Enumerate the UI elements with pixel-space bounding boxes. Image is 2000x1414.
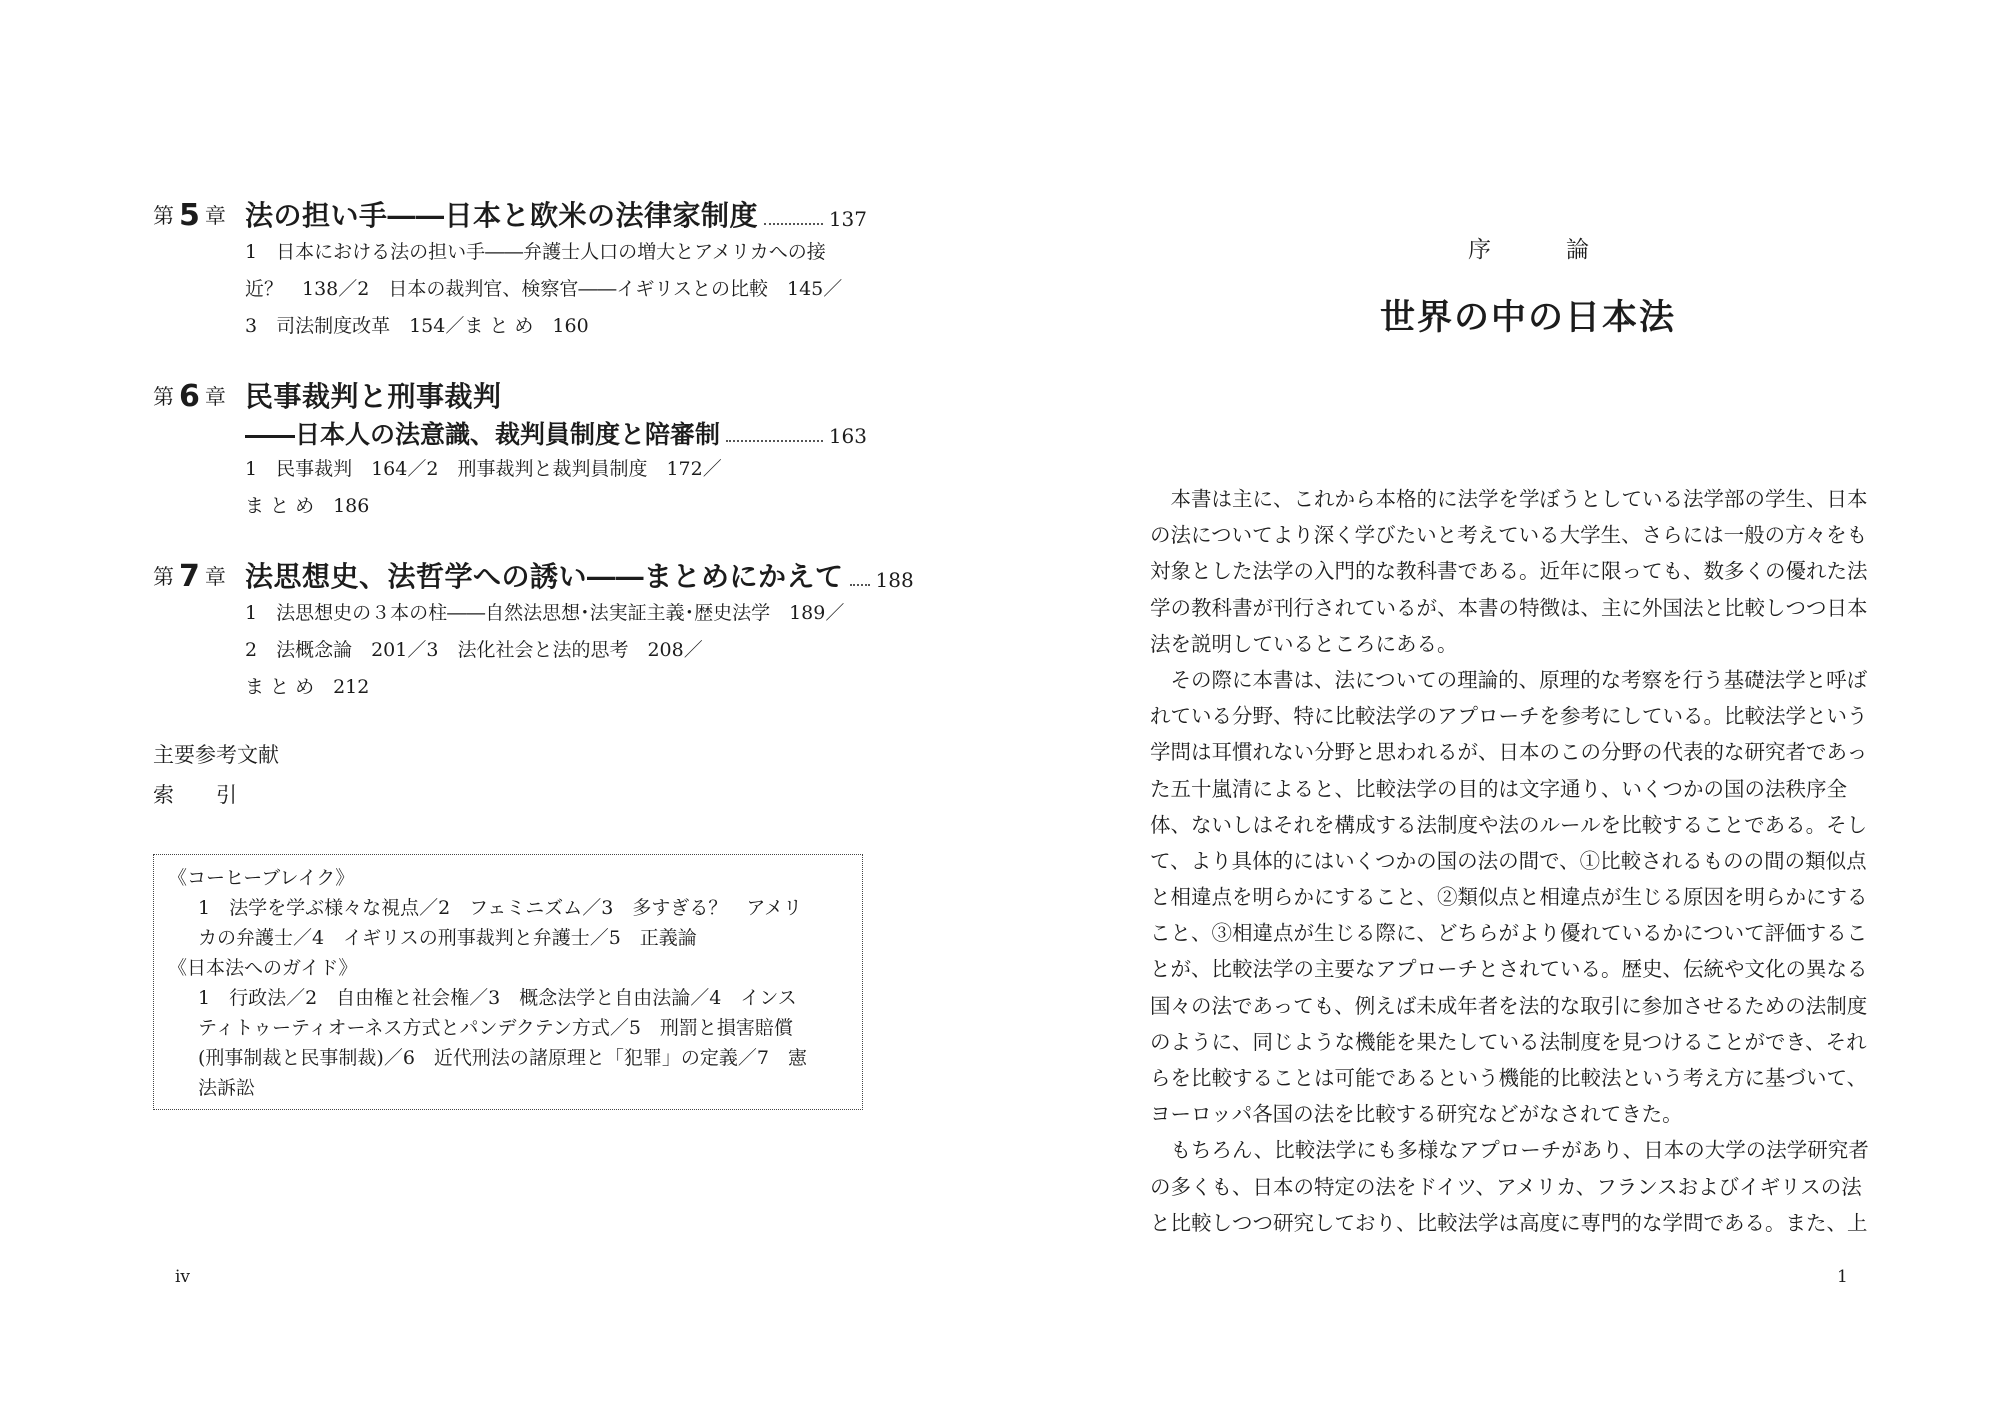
section-line: ま と め 186: [245, 495, 370, 517]
chapter-prefix: 第: [153, 385, 174, 409]
body-line: とが、比較法学の主要なアプローチとされている。歴史、伝統や文化の異なる: [1150, 957, 1868, 982]
body-line: らを比較することは可能であるという機能的比較法という考え方に基づいて、: [1150, 1066, 1868, 1090]
section-line: 1 法思想史の３本の柱――自然法思想･法実証主義･歴史法学 189／: [245, 602, 845, 624]
dot-leader: [850, 584, 870, 586]
chapter-title: 法思想史、法哲学への誘い――まとめにかえて: [245, 560, 844, 593]
chapter-suffix: 章: [204, 385, 226, 409]
chapter-subtitle-line: [245, 415, 867, 451]
chapter-page-number: 163: [828, 424, 867, 448]
guide-title: 《日本法へのガイド》: [168, 957, 358, 979]
page-number-right: 1: [1837, 1267, 1848, 1287]
body-line: て、より具体的にはいくつかの国の法の間で、①比較されるものの間の類似点: [1150, 848, 1867, 873]
chapter-prefix: 第: [153, 565, 174, 589]
chapter-suffix: 章: [204, 204, 226, 228]
chapter-heading: [153, 555, 914, 595]
body-text: [1150, 481, 1880, 1241]
page-number-left: iv: [175, 1267, 191, 1287]
body-line: 国々の法であっても、例えば未成年者を法的な取引に参加させるための法制度: [1150, 993, 1868, 1018]
section-line: ま と め 212: [245, 676, 370, 698]
chapter-label: [153, 559, 226, 594]
box-line: 1 行政法／2 自由権と社会権／3 概念法学と自由法論／4 インス: [198, 987, 797, 1009]
body-line: れている分野、特に比較法学のアプローチを参考にしている。比較法学という: [1150, 704, 1868, 729]
body-line: と相違点を明らかにすること、②類似点と相違点が生じる原因を明らかにする: [1150, 885, 1868, 910]
chapter-title: 民事裁判と刑事裁判: [245, 380, 502, 413]
chapter-title: 法の担い手――日本と欧米の法律家制度: [245, 199, 759, 232]
chapter-number: 6: [179, 379, 200, 414]
box-line: (刑事制裁と民事制裁)／6 近代刑法の諸原理と「犯罪」の定義／7 憲: [198, 1047, 808, 1069]
section-line: 1 民事裁判 164／2 刑事裁判と裁判員制度 172／: [245, 458, 722, 480]
chapter-label: [153, 379, 226, 414]
body-line: 法を説明しているところにある。: [1150, 631, 1458, 656]
bibliography-entry: 主要参考文献: [153, 743, 279, 767]
chapter-title-line: [245, 375, 867, 415]
chapter-title-line: [245, 555, 914, 595]
chapter-title-line: [245, 194, 867, 234]
index-entry: 索 引: [153, 783, 237, 807]
toc-chapter-6: [153, 375, 867, 525]
chapter-subtitle-row: [153, 415, 867, 451]
section-line: 近？ 138／2 日本の裁判官、検察官――イギリスとの比較 145／: [245, 278, 843, 300]
chapter-label: [153, 198, 226, 233]
body-line: のように、同じような機能を果たしている法制度を見つけることができ、それ: [1150, 1029, 1867, 1054]
chapter-number: 7: [179, 559, 200, 594]
section-line: 3 司法制度改革 154／ま と め 160: [245, 315, 589, 337]
chapter-page-number: 137: [828, 207, 867, 231]
right-page-introduction: [1000, 0, 2000, 1414]
box-line: ティトゥーティオーネス方式とパンデクテン方式／5 刑罰と損害賠償: [198, 1017, 793, 1039]
box-line: カの弁護士／4 イギリスの刑事裁判と弁護士／5 正義論: [198, 927, 697, 949]
box-line: 法訴訟: [198, 1077, 256, 1099]
toc-chapter-5: [153, 194, 867, 345]
body-line: の法についてより深く学びたいと考えている大学生、さらには一般の方々をも: [1150, 523, 1868, 548]
chapter-number: 5: [179, 198, 200, 233]
body-line: 体、ないしはそれを構成する法制度や法のルールを比較することである。そし: [1150, 812, 1868, 837]
chapter-prefix: 第: [153, 204, 174, 228]
dot-leader: [764, 223, 823, 225]
box-line: 1 法学を学ぶ様々な視点／2 フェミニズム／3 多すぎる？ アメリ: [198, 897, 803, 919]
toc-appendix: [153, 735, 279, 815]
guide-list: [168, 983, 848, 1103]
body-line: の多くも、日本の特定の法をドイツ、アメリカ、フランスおよびイギリスの法: [1150, 1174, 1862, 1199]
section-kicker: 序 論: [1468, 237, 1615, 263]
dot-leader: [726, 440, 823, 442]
body-line: 学の教科書が刊行されているが、本書の特徴は、主に外国法と比較しつつ日本: [1150, 595, 1868, 620]
toc-chapter-7: [153, 555, 914, 706]
section-line: 1 日本における法の担い手――弁護士人口の増大とアメリカへの接: [245, 241, 826, 263]
body-line: ヨーロッパ各国の法を比較する研究などがなされてきた。: [1150, 1102, 1683, 1127]
body-line: その際に本書は、法についての理論的、原理的な考察を行う基礎法学と呼ば: [1150, 667, 1868, 692]
body-line: 学問は耳慣れない分野と思われるが、日本のこの分野の代表的な研究者であっ: [1150, 740, 1868, 765]
body-line: と比較しつつ研究しており、比較法学は高度に専門的な学問である。また、上: [1150, 1210, 1868, 1235]
chapter-page-number: 188: [875, 568, 914, 592]
section-line: 2 法概念論 201／3 法化社会と法的思考 208／: [245, 639, 703, 661]
page-title: 世界の中の日本法: [1380, 297, 1677, 338]
chapter-suffix: 章: [204, 565, 226, 589]
body-line: 本書は主に、これから本格的に法学を学ぼうとしている法学部の学生、日本: [1150, 487, 1868, 511]
coffee-break-list: [168, 893, 848, 953]
body-line: 対象とした法学の入門的な教科書である。近年に限っても、数多くの優れた法: [1150, 559, 1868, 584]
body-line: た五十嵐清によると、比較法学の目的は文字通り、いくつかの国の法秩序全: [1150, 776, 1847, 801]
body-line: こと、③相違点が生じる際に、どちらがより優れているかについて評価するこ: [1150, 921, 1868, 946]
chapter-heading: [153, 194, 867, 234]
coffee-break-title: 《コーヒーブレイク》: [168, 867, 355, 889]
body-line: もちろん、比較法学にも多様なアプローチがあり、日本の大学の法学研究者: [1150, 1138, 1869, 1163]
columns-box: [153, 854, 863, 1110]
chapter-subtitle: ――日本人の法意識、裁判員制度と陪審制: [245, 420, 721, 449]
chapter-heading: [153, 375, 867, 415]
